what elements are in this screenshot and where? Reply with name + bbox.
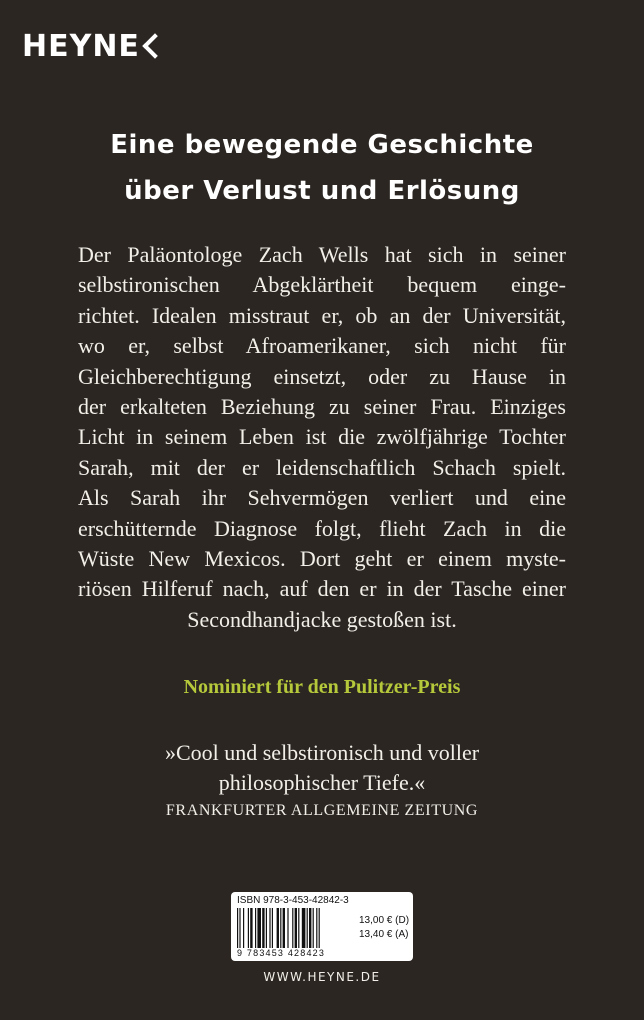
publisher-name: HEYNE — [22, 29, 140, 64]
barcode-icon — [237, 908, 353, 948]
blurb-text — [78, 240, 566, 635]
quote-line-2: philosophischer Tiefe.« — [218, 770, 426, 795]
website-url: WWW.HEYNE.DE — [263, 970, 381, 984]
quote-line-1: »Cool und selbstironisch und voller — [164, 740, 480, 765]
blurb-line: der erkalteten Beziehung zu seiner Frau. Einziges — [78, 394, 566, 420]
chevron-left-icon — [142, 33, 167, 58]
publisher-logo — [22, 29, 164, 64]
blurb-line: riösen Hilferuf nach, auf den er in der Tasche einer — [78, 576, 566, 602]
blurb-line: Licht in seinem Leben ist die zwölfjährige Tochter — [78, 424, 566, 450]
blurb-line: Gleichberechtigung einsetzt, oder zu Hause in — [78, 363, 566, 389]
quote-source: FRANKFURTER ALLGEMEINE ZEITUNG — [165, 802, 479, 819]
isbn-text: ISBN 978-3-453-42842-3 — [237, 895, 349, 906]
review-quote — [0, 738, 644, 798]
blurb-line: Der Paläontologe Zach Wells hat sich in seiner — [78, 242, 566, 267]
blurb-line: Secondhandjacke gestoßen ist. — [187, 606, 457, 632]
barcode-label — [231, 892, 413, 961]
headline-line-1: Eine bewegende Geschichte — [110, 130, 534, 160]
price-at: 13,40 € (A) — [359, 929, 409, 940]
blurb-line: Als Sarah ihr Sehvermögen verliert und eine — [78, 485, 566, 511]
blurb-line: selbstironischen Abgeklärtheit bequem einge- — [78, 272, 566, 298]
headline — [0, 122, 644, 214]
blurb-line: erschütternde Diagnose folgt, flieht Zach in die — [78, 515, 566, 541]
price-de: 13,00 € (D) — [359, 915, 410, 926]
nomination-text: Nominiert für den Pulitzer-Preis — [183, 676, 461, 698]
blurb-line: richtet. Idealen misstraut er, ob an der Universität, — [78, 302, 566, 328]
blurb-line: Wüste New Mexicos. Dort geht er einem myste- — [78, 546, 566, 572]
blurb-line: wo er, selbst Afroamerikaner, sich nicht für — [78, 333, 566, 359]
blurb-line: Sarah, mit der er leidenschaftlich Schach spielt. — [78, 454, 566, 480]
barcode-digits: 9 783453 428423 — [237, 948, 326, 958]
headline-line-2: über Verlust und Erlösung — [124, 176, 520, 206]
